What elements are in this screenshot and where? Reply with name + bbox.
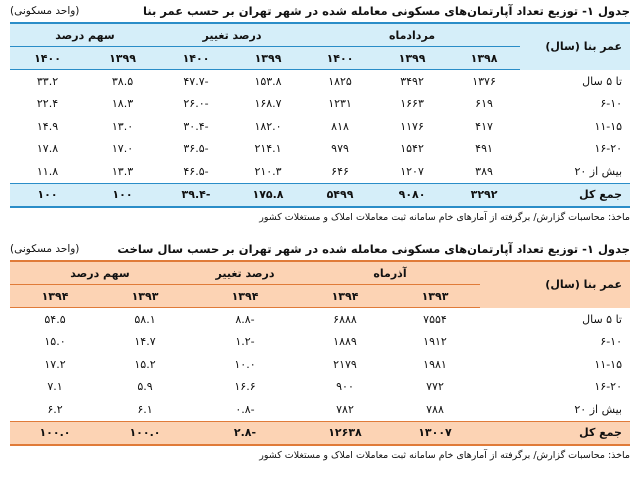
cell: ۱۱.۸ (36, 164, 59, 178)
cell: -۸.۸ (235, 312, 255, 326)
row-label: ۱۱-۱۵ (594, 119, 623, 133)
total-cell: ۱۰۰ (85, 183, 160, 207)
cell: ۱۵.۲ (134, 357, 156, 371)
table1-subheader: ۱۳۹۹ (376, 47, 448, 70)
cell: ۱۷.۸ (36, 142, 59, 156)
cell: -۳۰.۴ (183, 119, 209, 133)
cell: ۱۴.۷ (134, 335, 156, 349)
cell: ۸۱۸ (331, 119, 349, 133)
row-label: ۱۶-۲۰ (594, 142, 623, 156)
cell: ۳۳.۲ (36, 74, 59, 88)
cell: ۶.۱ (137, 402, 153, 416)
table1-group-change: درصد تغییر (160, 23, 304, 47)
cell: ۱۵۳.۸ (254, 74, 282, 88)
table1 (10, 22, 630, 208)
cell: ۱۵.۰ (44, 335, 66, 349)
table2-unit: (واحد مسکونی) (10, 243, 80, 255)
cell: ۴۱۷ (475, 119, 493, 133)
total-label: جمع کل (480, 421, 630, 445)
row-label: ۱۱-۱۵ (594, 357, 622, 371)
cell: -۴۷.۷ (183, 74, 209, 88)
total-cell: ۳۲۹۲ (448, 183, 520, 207)
table2 (10, 260, 630, 446)
table-row (10, 308, 630, 331)
cell: ۲۱۰.۳ (254, 164, 282, 178)
table1-block (10, 0, 630, 226)
cell: -۰.۸ (235, 402, 255, 416)
cell: ۵۸.۱ (134, 312, 156, 326)
row-label: بیش از ۲۰ (574, 402, 622, 416)
row-label: ۱۶-۲۰ (594, 380, 622, 394)
row-label: تا ۵ سال (582, 312, 622, 326)
cell: ۱۱۷۶ (400, 119, 424, 133)
total-cell: ۱۲۶۳۸ (300, 421, 390, 445)
total-cell: ۱۳۰۰۷ (390, 421, 480, 445)
total-cell: -۲.۸ (190, 421, 300, 445)
cell: -۳۶.۵ (183, 142, 209, 156)
table-row (10, 398, 630, 421)
cell: ۱۳۷۶ (472, 74, 496, 88)
cell: ۱۹۱۲ (423, 335, 447, 349)
cell: ۱۸۸۹ (333, 335, 357, 349)
cell: ۶۴۶ (331, 164, 349, 178)
table-row (10, 160, 630, 183)
table1-subheader: ۱۳۹۸ (448, 47, 520, 70)
cell: ۳۴۹۲ (400, 74, 424, 88)
table1-total-row (10, 183, 630, 207)
cell: ۱۲۳۱ (328, 97, 352, 111)
row-label: بیش از ۲۰ (574, 164, 623, 178)
row-label: تا ۵ سال (582, 74, 623, 88)
cell: ۱۶.۶ (234, 380, 256, 394)
table1-subheader: ۱۳۹۹ (232, 47, 304, 70)
table-row (10, 138, 630, 161)
cell: -۴۶.۵ (183, 164, 209, 178)
cell: ۹۰۰ (336, 380, 354, 394)
table-row (10, 376, 630, 399)
total-cell: ۵۴۹۹ (304, 183, 376, 207)
cell: ۶۸۸۸ (333, 312, 357, 326)
table1-title: جدول ۱- توزیع تعداد آپارتمان‌های مسکونی معامله شده در شهر تهران بر حسب عمر بنا (143, 4, 630, 18)
table2-subheader: ۱۳۹۴ (190, 285, 300, 308)
table2-group-month: آذرماه (300, 261, 480, 285)
cell: ۷.۱ (47, 380, 63, 394)
table2-source: ماخذ: محاسبات گزارش/ برگرفته از آمارهای خام سامانه ثبت معاملات املاک و مستغلات کشور (259, 449, 630, 461)
total-cell: ۱۰۰.۰ (10, 421, 100, 445)
cell: ۷۵۵۴ (423, 312, 447, 326)
cell: ۱۶۸.۷ (254, 97, 282, 111)
table-row (10, 93, 630, 116)
table2-subheader: ۱۳۹۴ (10, 285, 100, 308)
cell: ۱۶۶۳ (400, 97, 424, 111)
cell: ۲۲.۴ (36, 97, 59, 111)
table2-row-header: عمر بنا (سال) (545, 278, 622, 292)
table-row (10, 70, 630, 93)
total-cell: ۱۰۰ (10, 183, 85, 207)
table1-group-month: مردادماه (304, 23, 520, 47)
cell: ۱۴.۹ (36, 119, 59, 133)
cell: ۱۰.۰ (234, 357, 256, 371)
cell: ۳۸.۵ (111, 74, 134, 88)
cell: ۱۵۴۲ (400, 142, 424, 156)
table-row (10, 331, 630, 354)
table2-subheader: ۱۳۹۳ (390, 285, 480, 308)
cell: ۱۲۰۷ (400, 164, 424, 178)
cell: ۲۱۷۹ (333, 357, 357, 371)
row-label: ۶-۱۰ (600, 97, 623, 111)
cell: ۷۷۲ (426, 380, 444, 394)
table2-group-share: سهم درصد (10, 261, 190, 285)
cell: ۵۴.۵ (44, 312, 66, 326)
cell: ۱۸۲.۰ (254, 119, 282, 133)
table1-source: ماخذ: محاسبات گزارش/ برگرفته از آمارهای خام سامانه ثبت معاملات املاک و مستغلات کشور (259, 211, 630, 223)
cell: ۷۸۸ (426, 402, 444, 416)
table2-group-change: درصد تغییر (190, 261, 300, 285)
total-cell: -۳۹.۴ (160, 183, 232, 207)
cell: ۱۷.۰ (111, 142, 134, 156)
cell: ۶.۲ (47, 402, 63, 416)
table1-subheader: ۱۴۰۰ (10, 47, 85, 70)
cell: ۱۸.۳ (111, 97, 134, 111)
table2-block (10, 238, 630, 464)
total-label: جمع کل (520, 183, 630, 207)
cell: ۳۸۹ (475, 164, 493, 178)
table2-subheader: ۱۳۹۳ (100, 285, 190, 308)
cell: ۷۸۲ (336, 402, 354, 416)
table2-subheader: ۱۳۹۴ (300, 285, 390, 308)
table2-title: جدول ۱- توزیع تعداد آپارتمان‌های مسکونی معامله شده در شهر تهران بر حسب سال ساخت (117, 242, 630, 256)
cell: ۹۷۹ (331, 142, 349, 156)
table1-subheader: ۱۴۰۰ (304, 47, 376, 70)
cell: ۵.۹ (137, 380, 153, 394)
cell: ۱۷.۲ (44, 357, 66, 371)
cell: ۱۹۸۱ (423, 357, 447, 371)
table1-unit: (واحد مسکونی) (10, 5, 80, 17)
cell: ۱۳.۳ (111, 164, 134, 178)
table1-caption (10, 0, 630, 22)
table-row (10, 115, 630, 138)
total-cell: ۹۰۸۰ (376, 183, 448, 207)
cell: ۴۹۱ (475, 142, 493, 156)
table1-subheader: ۱۴۰۰ (160, 47, 232, 70)
cell: ۱۳.۰ (111, 119, 134, 133)
table1-row-header: عمر بنا (سال) (545, 40, 623, 54)
cell: ۶۱۹ (475, 97, 493, 111)
total-cell: ۱۰۰.۰ (100, 421, 190, 445)
cell: ۱۸۲۵ (328, 74, 352, 88)
table1-group-share: سهم درصد (10, 23, 160, 47)
total-cell: ۱۷۵.۸ (232, 183, 304, 207)
table2-total-row (10, 421, 630, 445)
cell: -۲۶.۰ (183, 97, 209, 111)
table2-caption (10, 238, 630, 260)
cell: -۱.۲ (235, 335, 255, 349)
table1-subheader: ۱۳۹۹ (85, 47, 160, 70)
cell: ۲۱۴.۱ (254, 142, 282, 156)
table-row (10, 353, 630, 376)
row-label: ۶-۱۰ (600, 335, 622, 349)
